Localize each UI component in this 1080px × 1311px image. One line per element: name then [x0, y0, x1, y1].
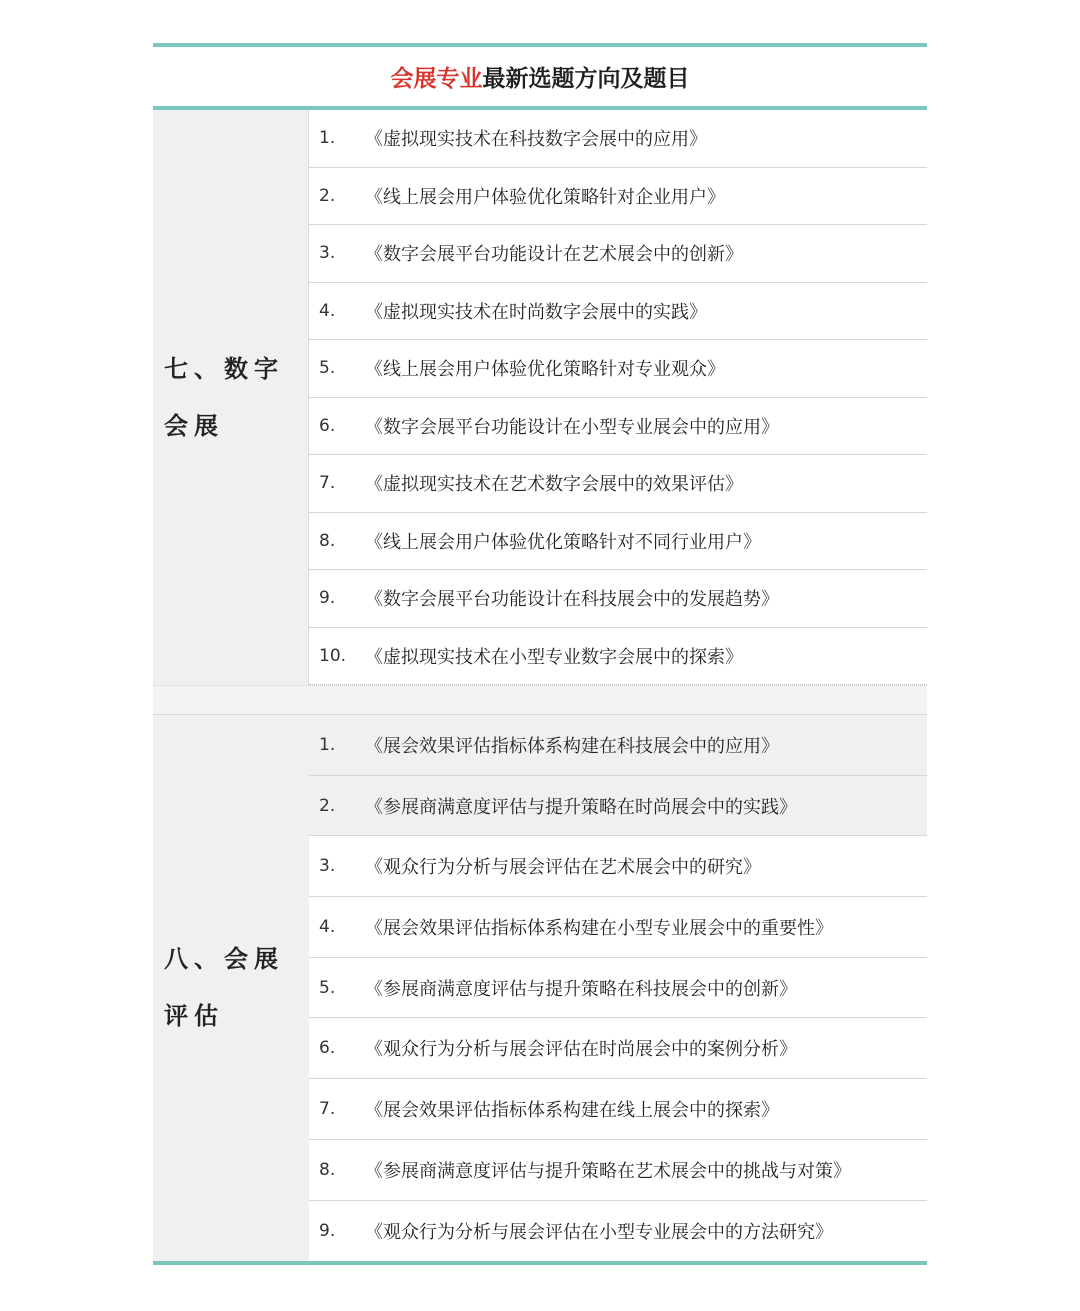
- row-number: 5.: [319, 977, 336, 998]
- table-row: [309, 398, 927, 456]
- topic-list: [309, 110, 927, 685]
- row-number: 2.: [319, 185, 336, 206]
- row-number: 6.: [319, 1038, 336, 1059]
- table-row: [309, 1201, 927, 1262]
- table-row: [309, 1140, 927, 1201]
- row-topic: 《虚拟现实技术在艺术数字会展中的效果评估》: [365, 474, 743, 496]
- table-title: [153, 47, 927, 110]
- row-topic: 《线上展会用户体验优化策略针对专业观众》: [365, 359, 725, 381]
- table-row: [309, 225, 927, 283]
- table-row: [309, 168, 927, 226]
- row-topic: 《观众行为分析与展会评估在小型专业展会中的方法研究》: [365, 1221, 833, 1243]
- row-topic: 《虚拟现实技术在时尚数字会展中的实践》: [365, 301, 707, 323]
- table-row: [309, 1079, 927, 1140]
- table-row: [309, 958, 927, 1019]
- row-topic: 《线上展会用户体验优化策略针对不同行业用户》: [365, 531, 761, 553]
- row-topic: 《数字会展平台功能设计在科技展会中的发展趋势》: [365, 589, 779, 611]
- row-number: 8.: [319, 1159, 336, 1180]
- category-cell: [153, 110, 309, 685]
- row-number: 5.: [319, 358, 336, 379]
- table-row: [309, 628, 927, 686]
- row-topic: 《观众行为分析与展会评估在艺术展会中的研究》: [365, 857, 761, 879]
- row-number: 7.: [319, 1098, 336, 1119]
- row-number: 9.: [319, 588, 336, 609]
- table-row: [309, 715, 927, 776]
- row-topic: 《参展商满意度评估与提升策略在艺术展会中的挑战与对策》: [365, 1160, 851, 1182]
- row-number: 6.: [319, 415, 336, 436]
- section-exhibition-evaluation: [153, 715, 927, 1265]
- row-topic: 《参展商满意度评估与提升策略在时尚展会中的实践》: [365, 796, 797, 818]
- row-topic: 《展会效果评估指标体系构建在线上展会中的探索》: [365, 1099, 779, 1121]
- row-number: 4.: [319, 300, 336, 321]
- row-number: 9.: [319, 1220, 336, 1241]
- row-topic: 《线上展会用户体验优化策略针对企业用户》: [365, 186, 725, 208]
- table-row: [309, 455, 927, 513]
- row-number: 3.: [319, 856, 336, 877]
- category-cell: [153, 715, 309, 1261]
- table-row: [309, 776, 927, 837]
- section-digital-exhibition: [153, 110, 927, 685]
- table-row: [309, 897, 927, 958]
- row-topic: 《虚拟现实技术在科技数字会展中的应用》: [365, 129, 707, 151]
- table-row: [309, 836, 927, 897]
- table-row: [309, 513, 927, 571]
- row-topic: 《虚拟现实技术在小型专业数字会展中的探索》: [365, 646, 743, 668]
- category-label: 七、数字会展: [164, 354, 284, 440]
- topic-table: [153, 43, 927, 1265]
- row-topic: 《数字会展平台功能设计在艺术展会中的创新》: [365, 244, 743, 266]
- row-number: 4.: [319, 916, 336, 937]
- row-topic: 《展会效果评估指标体系构建在科技展会中的应用》: [365, 735, 779, 757]
- table-row: [309, 1018, 927, 1079]
- row-number: 3.: [319, 243, 336, 264]
- row-number: 2.: [319, 795, 336, 816]
- row-topic: 《展会效果评估指标体系构建在小型专业展会中的重要性》: [365, 917, 833, 939]
- row-number: 7.: [319, 473, 336, 494]
- table-row: [309, 570, 927, 628]
- row-number: 8.: [319, 530, 336, 551]
- category-label: 八、会展评估: [164, 945, 284, 1031]
- row-number: 1.: [319, 128, 336, 149]
- section-spacer: [153, 685, 927, 715]
- row-number: 1.: [319, 734, 336, 755]
- row-topic: 《观众行为分析与展会评估在时尚展会中的案例分析》: [365, 1039, 797, 1061]
- title-accent: 会展专业: [390, 66, 483, 92]
- row-topic: 《数字会展平台功能设计在小型专业展会中的应用》: [365, 416, 779, 438]
- table-row: [309, 340, 927, 398]
- title-rest: 最新选题方向及题目: [482, 66, 690, 92]
- table-row: [309, 110, 927, 168]
- row-topic: 《参展商满意度评估与提升策略在科技展会中的创新》: [365, 978, 797, 1000]
- row-number: 10.: [319, 645, 347, 666]
- topic-list: [309, 715, 927, 1261]
- table-row: [309, 283, 927, 341]
